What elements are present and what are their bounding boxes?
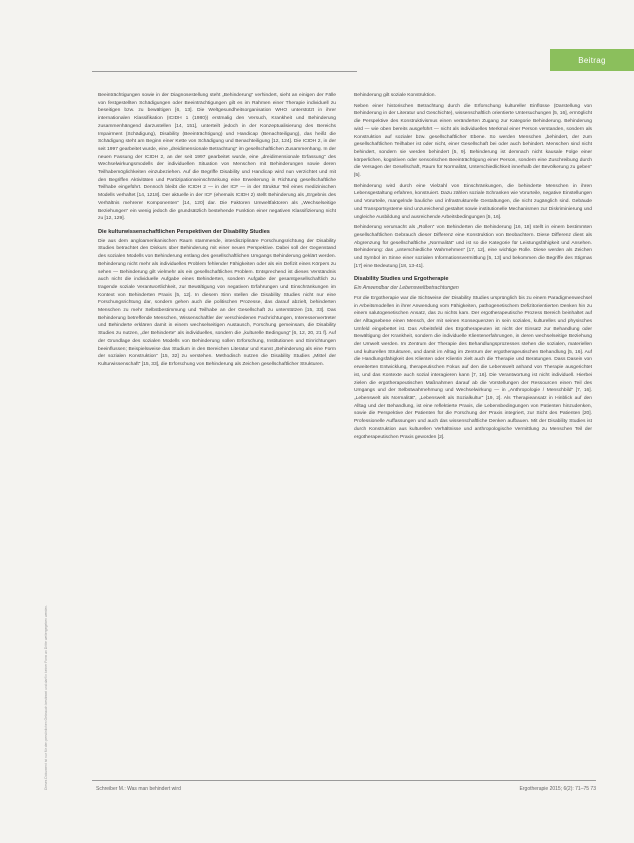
top-divider bbox=[92, 71, 357, 72]
section-badge: Beitrag bbox=[550, 49, 634, 71]
footer-journal-page: Ergotherapie 2015; 6(2): 71–75 73 bbox=[519, 786, 596, 792]
paragraph: Beeinträchtigungen sowie in der Diagnosestellung steht „Behinderung“ verhindert, sieht an einigen der Fälle von festgestellten Schädigungen oder Beeinträchtigungen gilt es im Rahmen einer Therapie individuell zu beseitigen bzw. zu bewältigen [6, 13]. Die Weltgesundheitsorganisation WHO unterstützt in ihrer internationalen Klassifikation (ICIDH 1 (1980)) erstmalig den Versuch, Krankheit und Behinderung zusammenhängend darzustellen [14, 151], unterteilt jedoch in der Konzeptualisierung des Bereichs Impairment (Schädigung), Disability (Beeinträchtigung) und Handicap (Benachteiligung), das heißt die Schädigung steht am Beginn einer Kette von Schädigung und Benachteiligung [12, 124]. Die ICIDH 2, in der seit 1997 gearbeitet wurde, eine „dreidimensionale Betrachtung“ im gesellschaftlichen Zusammenhang. In der neuen Fassung der ICIDH 2, an der seit 1997 gearbeitet wurde, eine „dreidimensionale Erfassung“ des Wechselwirkungsmodells der individuellen Situation von Menschen mit Behinderungen sowie deren Teilhabemöglichkeiten einzubeziehen. Auf die Begriffe Disability und Handicap wird nun verzichtet und mit den Begriffen Aktivitäten und Partizipationseinschränkung eine Erweiterung in Richtung gesellschaftliche Teilhabe eingeführt. Dennoch bleibt die ICIDH 2 — in der ICF — in der Struktur Teil eines medizinischen Modells verhaftet [14, 1218]. Der aktuelle in der ICF (ehemals ICIDH 2) stellt Behinderung als „Ergebnis des Verhältnis mehrerer Komponenten“ [14, 120] dar. Die Faktoren Umweltfaktoren als „Wechselseitige Beziehungen“ ein wenig jedoch die grundsätzlich bestehende Funktion einer negativen Klassifizierung nicht zu [12, 129]. bbox=[98, 93, 336, 222]
paragraph: Behinderung verursacht als „Rollen“ von Behinderten die Behinderung [16, 18] stellt in einem bestimmten gesellschaftlichen Gebrauch dieser Differenz eine Konstruktion von Beobachtern. Diese Differenz dient als Abgrenzung für gesellschaftliche „Normalität“ und ist so die Kategorie für Leistungsfähigkeit und Ansehen. Behinderung: das „unterschiedliche Wahrnehmen“ [17, 12], eine wichtige Rolle. Diese werden als Zeichen und Symbol im Sinne einer sozialen Informationsvermittlung [5, 13] und bekommen die Begriffe des Stigmas [17] eine Bedeutung [18, 13-41]. bbox=[354, 225, 592, 269]
paragraph: Die aus dem angloamerikanischen Raum stammende, interdisziplinäre Forschungsrichtung der Disability Studies betrachtet den Diskurs über Behinderung mit einer neuen Perspektive. Dabei soll der Gegenstand des sozialen Modells von Behinderung entlang des gesellschaftlichen Umgangs Behinderung geklärt werden. Behinderung nicht mehr als individuelles Problem fehlender Fähigkeiten oder als ein Defizit eines Körpers zu sehen — Behinderung gilt vielmehr als ein gesellschaftliches Problem. Entsprechend ist dieses Verständnis auch nicht die individuelle Aufgabe eines Behinderten, sondern Aufgabe der gesamtgesellschaftlich zu tragende soziale Verantwortlichkeit, zur Bewältigung von negativen Erfahrungen und Einschränkungen im Kontext von Behinderten Praxis [5, 12]. In diesem Sinn stellen die Disability Studies nicht nur eine Forschungsrichtung dar, sondern gehen auch die politischen Prozesse, das darauf abzielt, behinderten Menschen zu mehr Selbstbestimmung und Teilhabe an der Gesellschaft zu unterstützen [15, 33]. Das Behinderung betreffende Menschen, Wissenschaftler der verschiedenen Fachrichtungen, Interessenvertreter und Behinderte erklären damit in einem wechselseitigen Austausch, Forschung gemeinsam, die Disability Studies zu nutzen, „der Behinderte“ als individuelles, sondern die „kulturelle Bedingung“ [6, 12, 20, 21 f]. Auf der Grundlage des sozialen Modells von Behinderung sollen Erforschung, Institutionen und Einrichtungen beeinflussen; Beispielsweise das Studium in den Bereichen Literatur und Kunst „Behinderung als eine Form der sozialen Konstruktion“ [15, 32] zu verstehen. Methodisch nutzen die Disability Studies „Mittel der Kulturwissenschaft“ [15, 33], die Erforschung von Behinderung als Zeichen gesellschaftlicher Strukturen. bbox=[98, 238, 336, 367]
section-subheading: Ein Anwendbar der Lebensweltbetrachtungen bbox=[354, 285, 459, 292]
side-copyright-note: Dieses Dokument ist nur für den persönlichen Gebrauch bestimmt und darf in keiner Form an Dritte weitergegeben werden. bbox=[44, 604, 48, 790]
paragraph: Für die Ergotherapie war die Sichtweise der Disability Studies ursprünglich bis zu einem Paradigmenwechsel in Arbeitsmodellen in ihrer Anwendung vom Fähigkeiten, pathogenetischem Defizitorientierten Denken hin zu einem salutogenetischen Ansatz, das zu nichts kam. Der ergotherapeutische Prozess Bereich beinhaltet auf der Alltagsebene einen Mensch, der mit seinen Konsequenzen in sein soziales, kulturelles und physisches Umfeld eingebettet ist. Das Arbeitsfeld des Ergotherapeuten ist nicht der Einsatz zur Behandlung oder Bewältigung der Krankheit, sondern die individuelle Klientenerfahrungen, in deren wechselseitige Beziehung der Umwelt werden. Im Zentrum der Therapie des Behandlungsprozesses stehen die sozialen, materiellen und kulturellen Strukturen, und damit im Alltag im Zentrum der ergotherapeutischen Behandlung [5, 16]. Auf die Handlungsfähigkeit des Klienten oder Klientin zielt auch die Therapie und Beratungen. Dass Dasein von erweiterten Entwicklung, therapeutischen Fokus auf den die Lebenswelt anhand von Therapie ausgerichtet ist, und das Kontexte auch sozial interagieren kann [7, 16]. Die Verantwortung ist nicht individuell. Hierbei zielen die ergotherapeutischen Maßnahmen darauf ab die Vorstellungen der Ressourcen einen Teil des Umgangs und der Selbstwahrnehmung und Wechselwirkung — in „Anthropologie / Menschbild“ [7, 16]. „Lebenswelt als Normalität“, „Lebenswelt als Sozialkultur“ [19, 2]. Als Therapieansatz in Hinblick auf den Alltag und der Behandlung, ist eine reflektierte Praxis, die Lebensbedingungen von Patienten hinzudenken, sowie die Perspektive der Patienten für die Forschung der Praxis integriert, zur Sicht des Patienten [20]. Professionelle Auffassungen und auch das wissenschaftliche Denken aufbauen. Mit der Disability Studies ist durch Konstruktion aus kulturellen Verhältnisse und anthropologische Vermittlung zu Menschen Teil der ergotherapeutischen Praxis geworden [2]. bbox=[354, 295, 592, 440]
section-heading: Disability Studies und Ergotherapie bbox=[354, 276, 449, 283]
section-heading: Die kulturwissenschaftlichen Perspektiven der Disability Studies bbox=[98, 228, 270, 235]
footer-citation: Schreiber M.: Was man behindert wird bbox=[96, 786, 181, 792]
paragraph: Neben einer historischen Betrachtung durch die Erforschung kultureller Einflüsse (Darstellung von Behinderung in der Literatur und Geschichte), wissenschaftlich orientierte Untersuchungen [5, 16], ermöglicht die Perspektive des Konstruktivismus einen veränderten Zugang zur Kategorie Behinderung. Behinderung wird — wie oben bereits ausgeführt — nicht als individuelles Merkmal einer Person verstanden, sondern als Konstruktion auf sozialer bzw. gesellschaftlicher Ebene. So werden Menschen „behindert, der zum gesellschaftlichen Teilhaber ist oder nicht, einer Gesellschaft bei oder auch behindert. Menschen sind nicht behindert, sondern sie werden behindert [5, 9]. Behinderung ist demnach nicht kausale Folge einer körperlichen, kognitiven oder sensorischen Beeinträchtigung einer Person, sondern eine Zuschreibung durch die Versagen der Gesellschaft, Raum für Normalität, Unterschiedlichkeit innerhalb der Bevölkerung zu geben“ [5]. bbox=[354, 103, 592, 179]
right-column bbox=[354, 92, 592, 444]
bottom-divider bbox=[92, 780, 596, 781]
paragraph: Behinderung gilt soziale Konstruktion. bbox=[354, 93, 436, 98]
paragraph: Behinderung wird durch eine Vielzahl von Einschränkungen, die behinderte Menschen in ihren Lebensgestaltung erfahren, konstruiert. Dazu zählen soziale Schranken wie Vorurteile, negative Einstellungen und Vorurteile, mangelnde bauliche und infrastrukturelle Gestaltungen, die nicht zugänglich sind. Gebäude und Transportsysteme sind unzureichend gestaltet sowie institutionelle Mechanismen zur Diskriminierung und ungleiche Ausbildung und ausreichende Arbeitsbedingungen [5, 16]. bbox=[354, 183, 592, 220]
left-column bbox=[98, 92, 336, 372]
